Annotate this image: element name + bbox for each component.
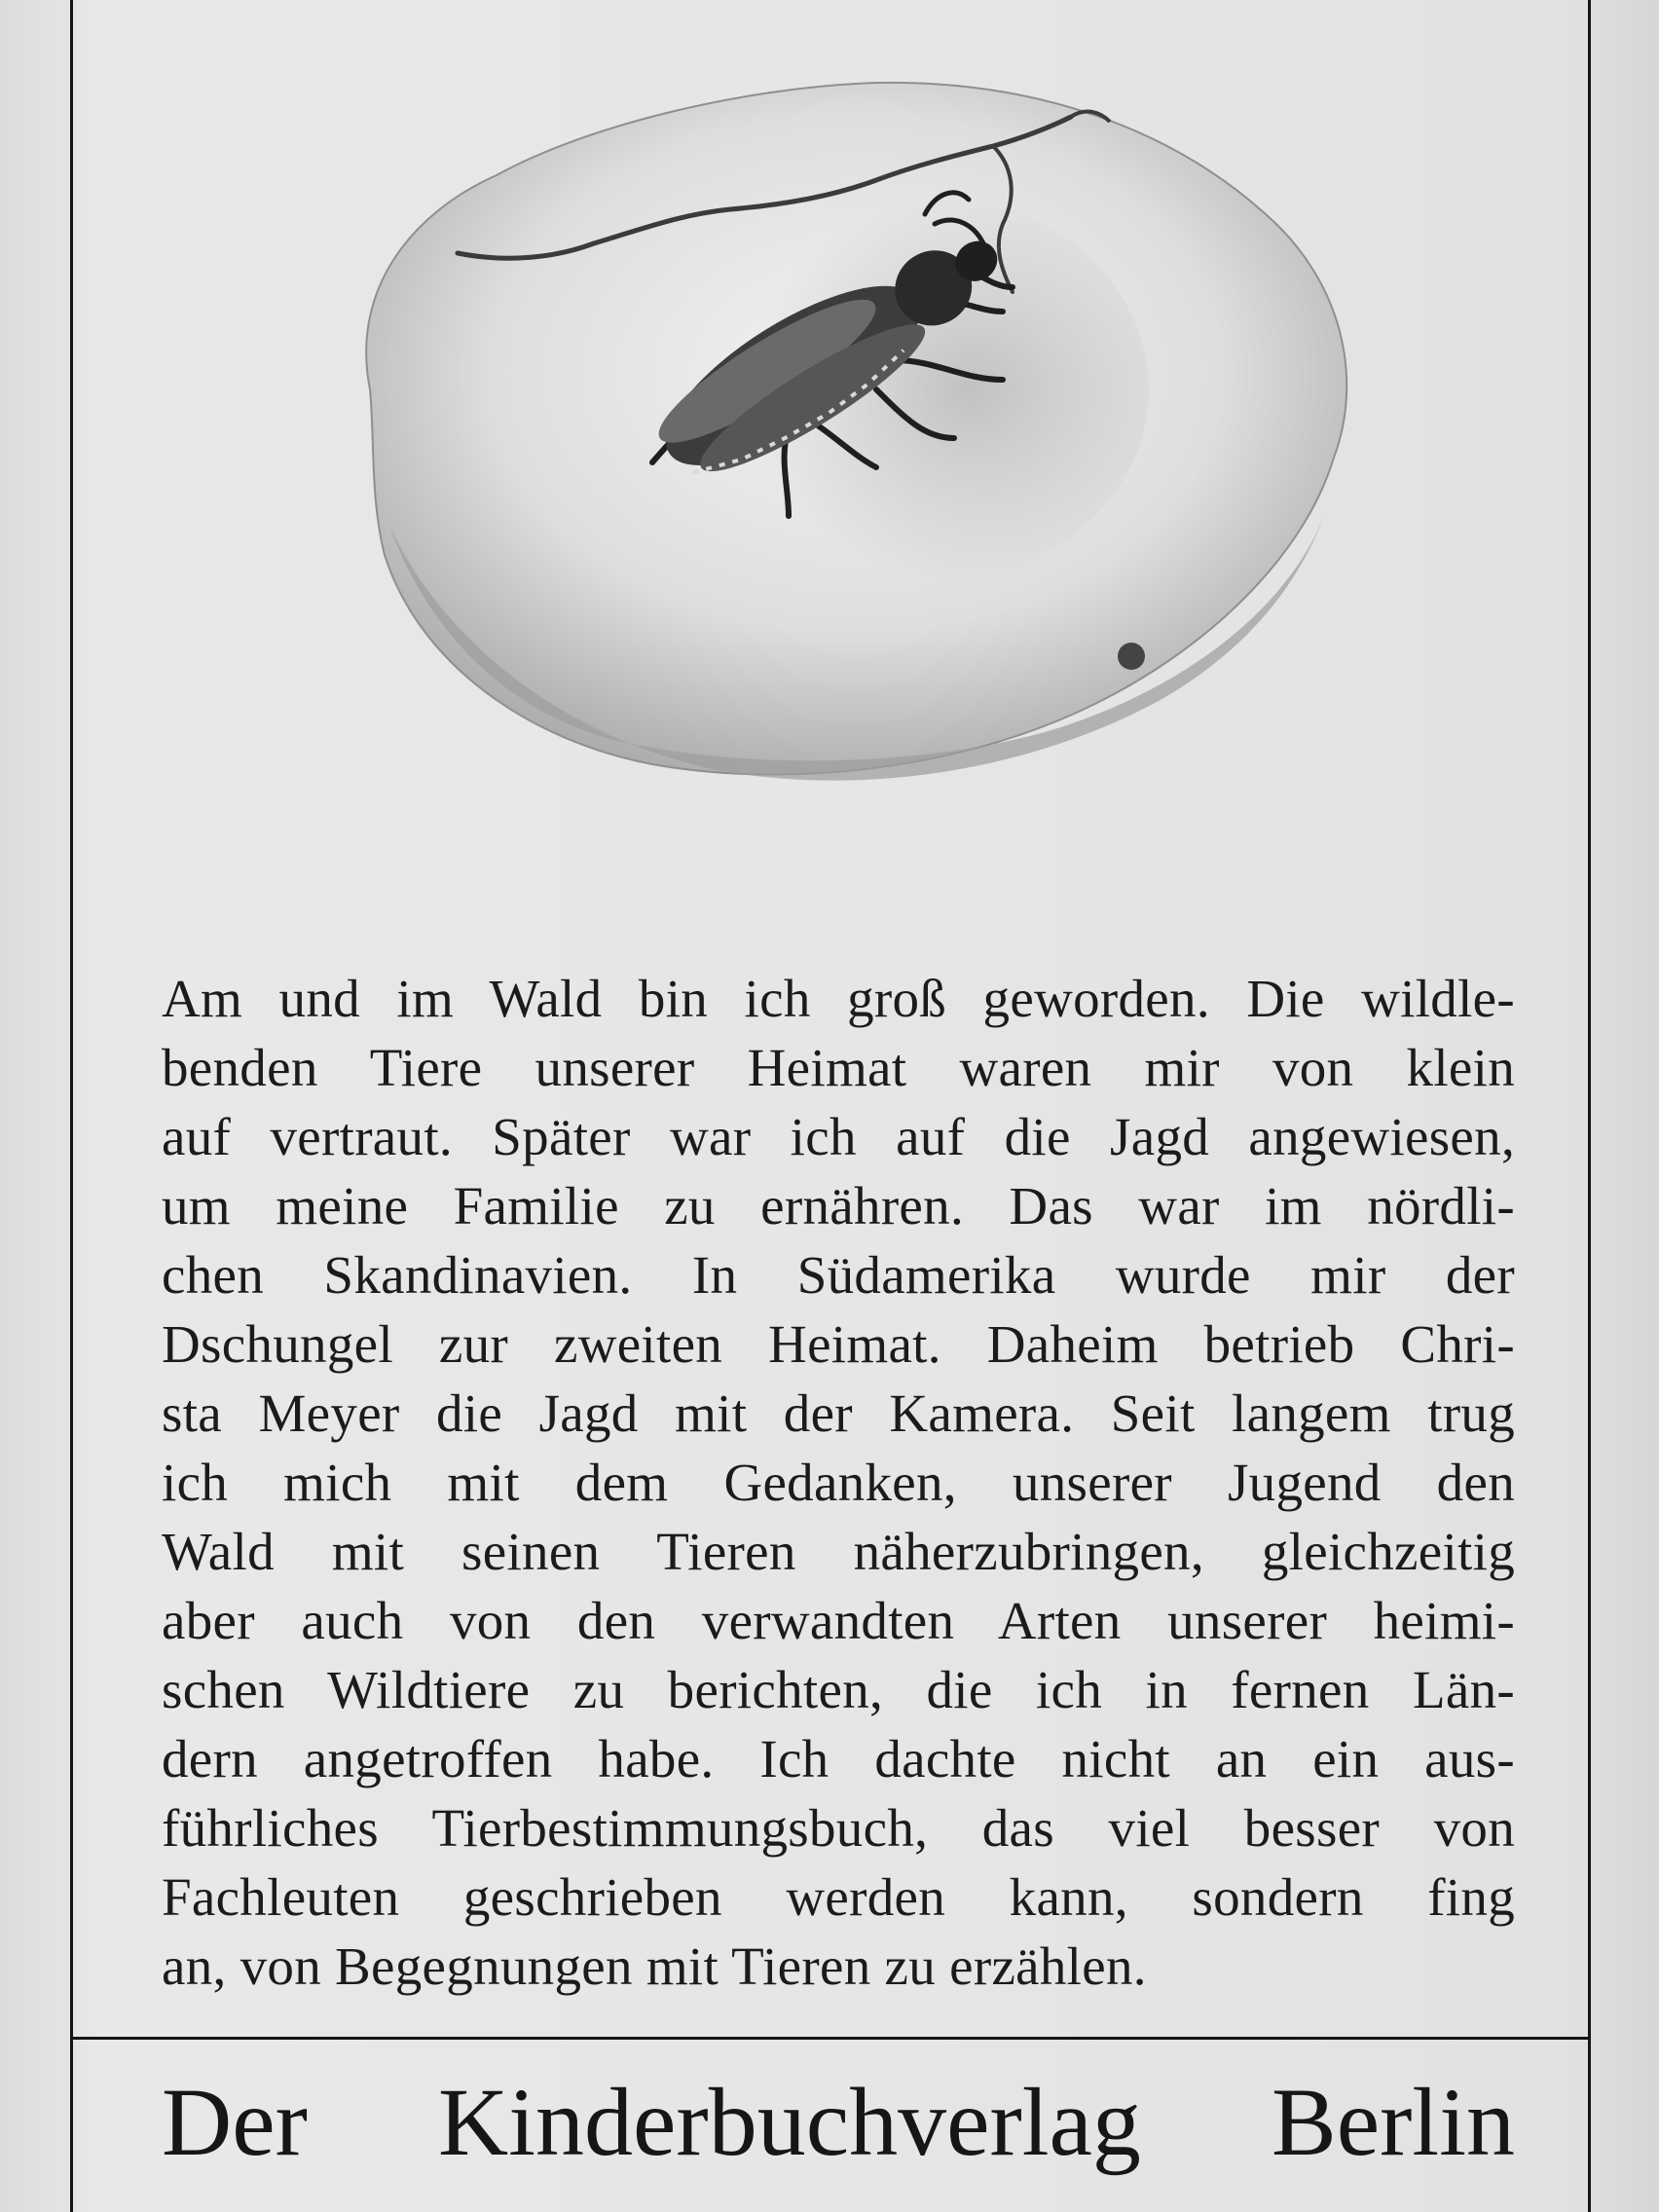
blurb-line: Fachleuten geschrieben werden kann, sondern fing <box>162 1867 1515 1927</box>
blurb-line: Dschungel zur zweiten Heimat. Daheim betrieb Chri- <box>162 1314 1515 1374</box>
footer-divider <box>70 2037 1591 2040</box>
blurb-line: schen Wildtiere zu berichten, die ich in fernen Län- <box>162 1660 1515 1719</box>
blurb-line: Am und im Wald bin ich groß geworden. Die wildle- <box>162 969 1515 1028</box>
blurb-line: Wald mit seinen Tieren näherzubringen, gleichzeitig <box>162 1522 1515 1581</box>
blurb-line: an, von Begegnungen mit Tieren zu erzählen. <box>162 1936 1147 1996</box>
publisher-name: Der Kinderbuchverlag Berlin <box>162 2068 1515 2176</box>
blurb-line: ich mich mit dem Gedanken, unserer Jugend den <box>162 1453 1515 1512</box>
blurb-line: auf vertraut. Später war ich auf die Jagd angewiesen, <box>162 1107 1515 1166</box>
blurb-line: aber auch von den verwandten Arten unserer heimi- <box>162 1591 1515 1650</box>
cover-blurb <box>162 964 1515 2001</box>
blurb-line: führliches Tierbestimmungsbuch, das viel besser von <box>162 1798 1515 1858</box>
blurb-line: benden Tiere unserer Heimat waren mir von klein <box>162 1038 1515 1097</box>
blurb-line: dern angetroffen habe. Ich dachte nicht an ein aus- <box>162 1729 1515 1788</box>
blurb-line: um meine Familie zu ernähren. Das war im nördli- <box>162 1176 1515 1235</box>
beetle-on-stone-icon <box>331 68 1373 798</box>
blurb-line: chen Skandinavien. In Südamerika wurde mir der <box>162 1245 1515 1305</box>
blurb-line: sta Meyer die Jagd mit der Kamera. Seit langem trug <box>162 1383 1515 1443</box>
